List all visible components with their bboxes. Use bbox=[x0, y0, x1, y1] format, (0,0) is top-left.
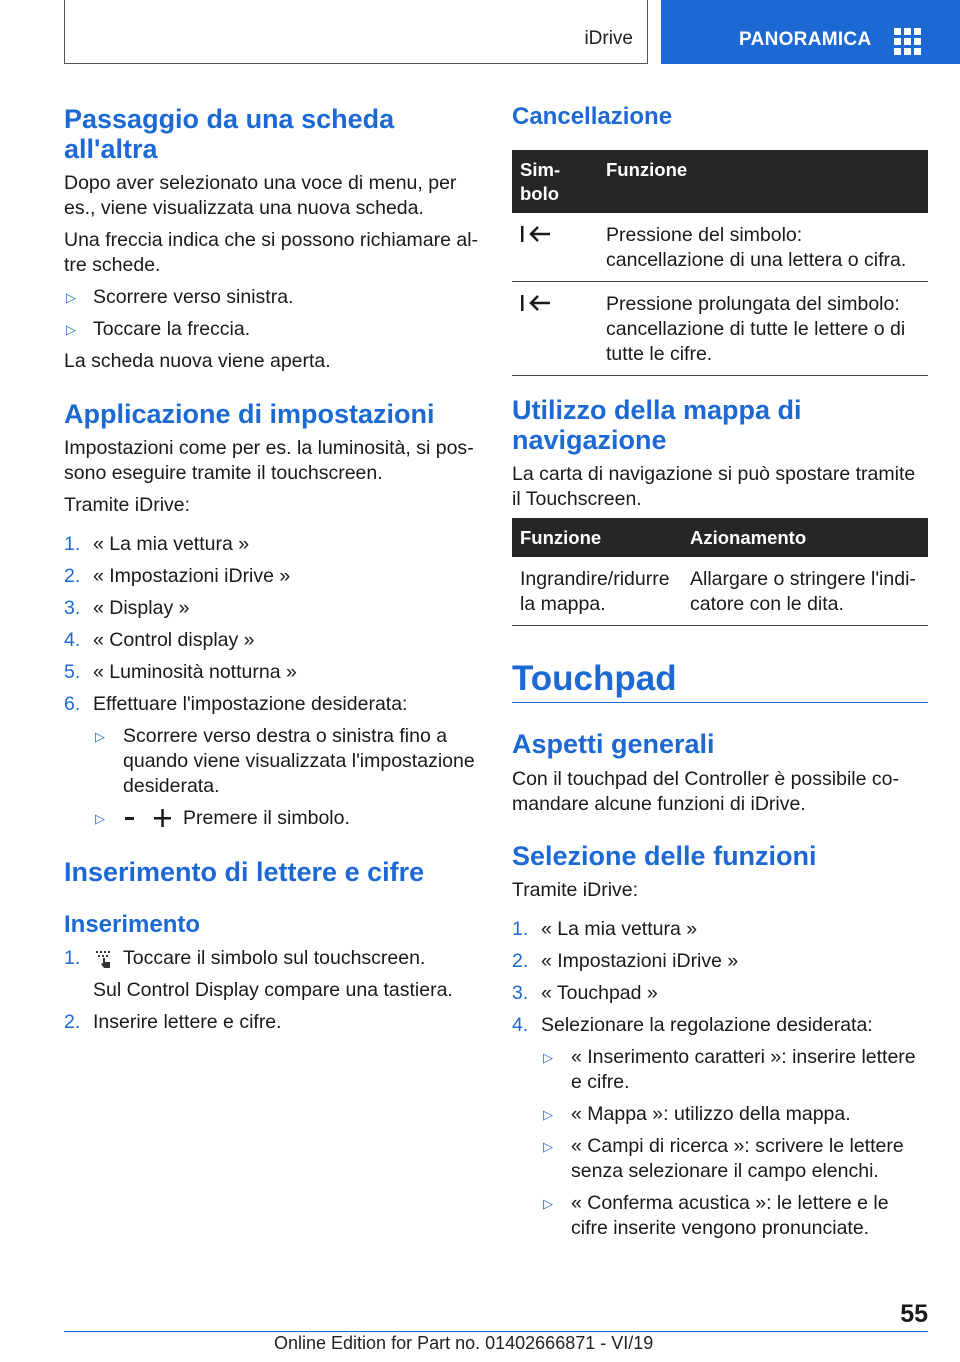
list-item: Scorrere verso sinistra. bbox=[93, 286, 294, 308]
sub-list-item: « Campi di ricerca »: scrivere le lettere senza selezionare il campo elenchi. bbox=[571, 1135, 904, 1182]
grid-icon bbox=[894, 28, 921, 55]
bullet-triangle-icon: ▷ bbox=[543, 1050, 553, 1065]
paragraph: Tramite iDrive: bbox=[512, 879, 639, 901]
heading-delete: Cancellazione bbox=[512, 103, 673, 130]
list-item: Toccare la freccia. bbox=[93, 318, 251, 340]
step-text: « Impostazioni iDrive » bbox=[93, 565, 291, 587]
column-header: Azionamento bbox=[682, 518, 928, 557]
table-cell: Pressione del simbolo: cancellazione di una lettera o cifra. bbox=[598, 213, 928, 282]
step-number: 3. bbox=[512, 982, 529, 1004]
step-number: 5. bbox=[64, 661, 81, 683]
page-number: 55 bbox=[900, 1300, 928, 1328]
step-number: 6. bbox=[64, 693, 81, 715]
header-bar bbox=[64, 0, 648, 64]
overview-tab[interactable] bbox=[661, 0, 960, 64]
step-text: Toccare il simbolo sul touchscreen. bbox=[123, 947, 426, 969]
backspace-icon bbox=[512, 282, 598, 376]
heading-settings: Applicazione di impostazioni bbox=[64, 399, 435, 429]
step-text: Effettuare l'impostazione desiderata: bbox=[93, 693, 408, 715]
plus-icon bbox=[153, 806, 173, 831]
step-number: 3. bbox=[64, 597, 81, 619]
sub-list-item: « Conferma acustica »: le lettere e le cifre inserite vengono pronunciate. bbox=[571, 1192, 889, 1239]
bullet-triangle-icon: ▷ bbox=[95, 811, 105, 826]
column-header: Funzione bbox=[598, 150, 928, 213]
heading-tab-switch: Passaggio da una scheda all'altra bbox=[64, 104, 395, 164]
step-number: 1. bbox=[64, 533, 81, 555]
table-row bbox=[512, 282, 928, 376]
sub-list-item: « Inserimento caratteri »: inserire lettere e cifre. bbox=[571, 1046, 916, 1093]
paragraph: La carta di navigazione si può spostare tramite il Touchscreen. bbox=[512, 463, 916, 510]
bullet-triangle-icon: ▷ bbox=[543, 1139, 553, 1154]
heading-general: Aspetti generali bbox=[512, 729, 715, 759]
step-number: 2. bbox=[512, 950, 529, 972]
paragraph: Con il touchpad del Controller è possibile comandare alcune funzioni di iDrive. bbox=[512, 768, 899, 815]
table-cell: Pressione prolungata del simbolo: cancellazione di tutte le lettere o di tutte le cifre. bbox=[598, 282, 928, 376]
sub-list-item: Premere il simbolo. bbox=[183, 807, 350, 829]
heading-functions: Selezione delle funzioni bbox=[512, 841, 817, 871]
step-number: 1. bbox=[512, 918, 529, 940]
heading-touchpad: Touchpad bbox=[512, 659, 677, 698]
bullet-triangle-icon: ▷ bbox=[66, 290, 76, 305]
step-number: 4. bbox=[64, 629, 81, 651]
step-note: Sul Control Display compare una tastiera. bbox=[93, 979, 453, 1001]
step-text: « La mia vettura » bbox=[541, 918, 698, 940]
step-text: « Impostazioni iDrive » bbox=[541, 950, 739, 972]
step-text: « Luminosità notturna » bbox=[93, 661, 297, 683]
sub-list-item: Scorrere verso destra o sinistra fino a quando viene visualizzata l'impostazione desiderata. bbox=[123, 725, 475, 797]
bullet-triangle-icon: ▷ bbox=[543, 1196, 553, 1211]
step-text: « Control display » bbox=[93, 629, 255, 651]
step-text: Inserire lettere e cifre. bbox=[93, 1011, 282, 1033]
step-number: 2. bbox=[64, 565, 81, 587]
backspace-icon bbox=[512, 213, 598, 282]
footer-edition: Online Edition for Part no. 01402666871 - VI/19 bbox=[274, 1333, 654, 1353]
step-number: 2. bbox=[64, 1011, 81, 1033]
heading-map: Utilizzo della mappa di navigazione bbox=[512, 395, 802, 455]
step-text: « Display » bbox=[93, 597, 190, 619]
bullet-triangle-icon: ▷ bbox=[66, 322, 76, 337]
heading-input: Inserimento di lettere e cifre bbox=[64, 857, 425, 887]
paragraph: Dopo aver selezionato una voce di menu, per es., viene visualizzata una nuova scheda. bbox=[64, 172, 457, 219]
step-number: 4. bbox=[512, 1014, 529, 1036]
section-title: iDrive bbox=[584, 28, 633, 49]
bullet-triangle-icon: ▷ bbox=[543, 1107, 553, 1122]
map-table bbox=[512, 518, 928, 626]
table-cell: Allargare o stringere l'indicatore con le dita. bbox=[682, 557, 928, 626]
paragraph: Impostazioni come per es. la luminosità, si possono eseguire tramite il touchscreen. bbox=[64, 437, 474, 484]
subheading-input: Inserimento bbox=[64, 911, 201, 938]
paragraph: La scheda nuova viene aperta. bbox=[64, 350, 331, 372]
overview-tab-label: PANORAMICA bbox=[739, 29, 872, 50]
minus-icon bbox=[123, 806, 137, 831]
keyboard-hand-icon bbox=[93, 946, 117, 971]
step-number: 1. bbox=[64, 947, 81, 969]
section-divider bbox=[512, 702, 928, 703]
sub-list-item: « Mappa »: utilizzo della mappa. bbox=[571, 1103, 851, 1125]
column-header: Funzione bbox=[512, 518, 682, 557]
step-text: Selezionare la regolazione desiderata: bbox=[541, 1014, 873, 1036]
step-text: « La mia vettura » bbox=[93, 533, 250, 555]
column-header: Simbolo bbox=[512, 150, 598, 213]
paragraph: Una freccia indica che si possono richiamare altre schede. bbox=[64, 229, 479, 276]
bullet-triangle-icon: ▷ bbox=[95, 729, 105, 744]
delete-table bbox=[512, 150, 928, 376]
table-cell: Ingrandire/ridurre la mappa. bbox=[512, 557, 682, 626]
paragraph: Tramite iDrive: bbox=[64, 494, 191, 516]
table-row bbox=[512, 213, 928, 282]
footer-divider bbox=[64, 1331, 928, 1332]
table-row bbox=[512, 557, 928, 626]
step-text: « Touchpad » bbox=[541, 982, 658, 1004]
